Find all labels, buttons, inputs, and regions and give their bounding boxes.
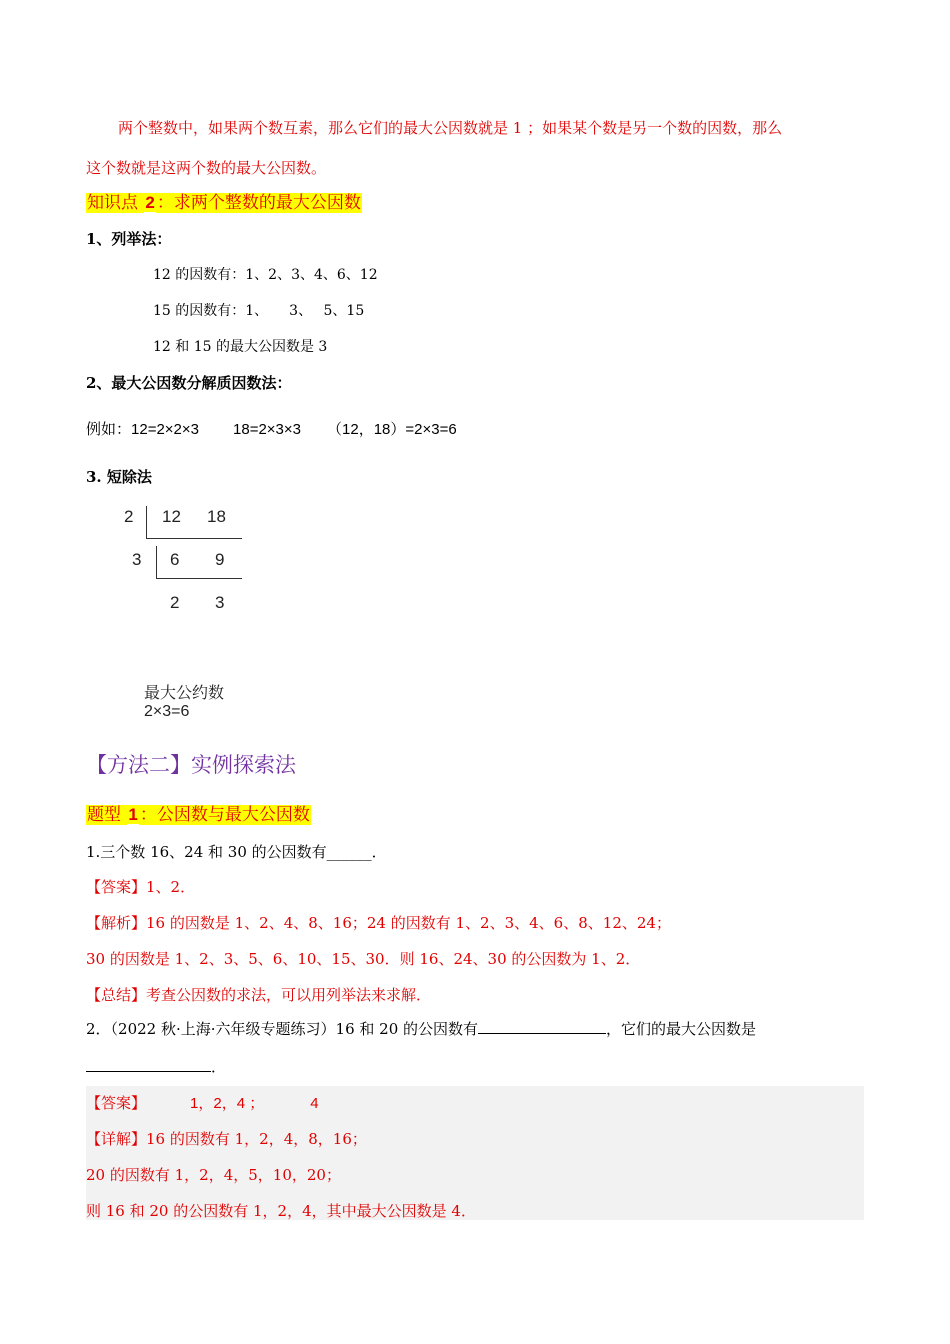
answer-common-factors: 1，2，4 ； xyxy=(190,1095,265,1112)
answer-blank-1 xyxy=(478,1019,606,1034)
intro-line-1: 两个整数中，如果两个数互素，那么它们的最大公因数就是 1 ；如果某个数是另一个数的因数，那么 xyxy=(118,119,783,137)
question-2 xyxy=(86,1018,756,1039)
factorization-example xyxy=(86,418,457,439)
example-12: 12=2×2×3 xyxy=(131,421,200,438)
division-bracket-vertical-2 xyxy=(156,546,157,578)
answer-label: 【答案】 xyxy=(86,1094,147,1112)
question-2-answer xyxy=(86,1092,319,1113)
type-prefix: 题型 xyxy=(87,805,127,825)
question-1-summary: 【总结】考查公因数的求法，可以用列举法来求解． xyxy=(86,986,432,1004)
short-division-diagram xyxy=(110,500,250,620)
division-bracket-vertical-1 xyxy=(146,506,147,538)
question-2-mid: ，它们的最大公因数是 xyxy=(606,1020,757,1038)
dividend-12: 12 xyxy=(162,507,181,526)
example-18: 18=2×3×3 xyxy=(233,421,302,438)
gcd-12-15: 12 和 15 的最大公因数是 3 xyxy=(153,339,328,355)
example-gcd: （12，18）=2×3=6 xyxy=(327,421,457,438)
quotient-9: 9 xyxy=(215,550,225,569)
type-number: 1 xyxy=(128,805,138,824)
division-bracket-horizontal-1 xyxy=(146,538,242,539)
kp-number: 2 xyxy=(145,193,155,212)
question-2-detail-3: 则 16 和 20 的公因数有 1，2，4，其中最大公因数是 4． xyxy=(86,1202,476,1220)
question-2-line-2 xyxy=(86,1056,226,1077)
kp-prefix: 知识点 xyxy=(87,193,144,213)
type-rest: ：公因数与最大公因数 xyxy=(139,805,310,825)
answer-blank-2 xyxy=(86,1057,211,1072)
question-2-detail-2: 20 的因数有 1，2，4，5，10，20； xyxy=(86,1166,341,1184)
question-1-analysis-2: 30 的因数是 1、2、3、5、6、10、15、30．则 16、24、30 的公因数为 1、2． xyxy=(86,950,641,968)
question-1: 1.三个数 16、24 和 30 的公因数有______． xyxy=(86,843,387,861)
divisor-1: 2 xyxy=(124,507,134,526)
example-label: 例如： xyxy=(86,420,132,438)
quotient-6: 6 xyxy=(170,550,180,569)
gcd-result-label: 最大公约数 xyxy=(144,685,225,702)
divisor-2: 3 xyxy=(132,550,142,569)
question-2-start: 2．（2022 秋·上海·六年级专题练习）16 和 20 的公因数有 xyxy=(86,1020,479,1038)
question-type-heading xyxy=(86,800,311,825)
question-1-answer: 【答案】1、2． xyxy=(86,878,196,896)
division-bracket-horizontal-2 xyxy=(156,578,242,579)
gcd-result-expression: 2×3=6 xyxy=(144,703,190,720)
remainder-2: 2 xyxy=(170,593,180,612)
factors-of-12: 12 的因数有：1、2、3、4、6、12 xyxy=(153,267,378,283)
question-2-end: ． xyxy=(211,1058,227,1076)
answer-gcd: 4 xyxy=(310,1095,319,1112)
remainder-3: 3 xyxy=(215,593,225,612)
dividend-18: 18 xyxy=(207,507,226,526)
method-factorization-title: 2、最大公因数分解质因数法： xyxy=(86,374,292,392)
kp-rest: ：求两个整数的最大公因数 xyxy=(156,193,361,213)
question-1-analysis-1: 【解析】16 的因数是 1、2、4、8、16；24 的因数有 1、2、3、4、6、8、12、24； xyxy=(86,914,671,932)
method-listing-title: 1、列举法： xyxy=(86,230,172,248)
method-two-heading: 【方法二】实例探索法 xyxy=(86,753,296,777)
question-2-detail-1: 【详解】16 的因数有 1，2，4，8，16； xyxy=(86,1130,367,1148)
method-short-division-title: 3. 短除法 xyxy=(86,468,152,486)
factors-of-15: 15 的因数有：1、 3、 5、15 xyxy=(153,303,365,319)
knowledge-point-heading xyxy=(86,188,362,213)
intro-line-2: 这个数就是这两个数的最大公因数。 xyxy=(86,159,327,177)
